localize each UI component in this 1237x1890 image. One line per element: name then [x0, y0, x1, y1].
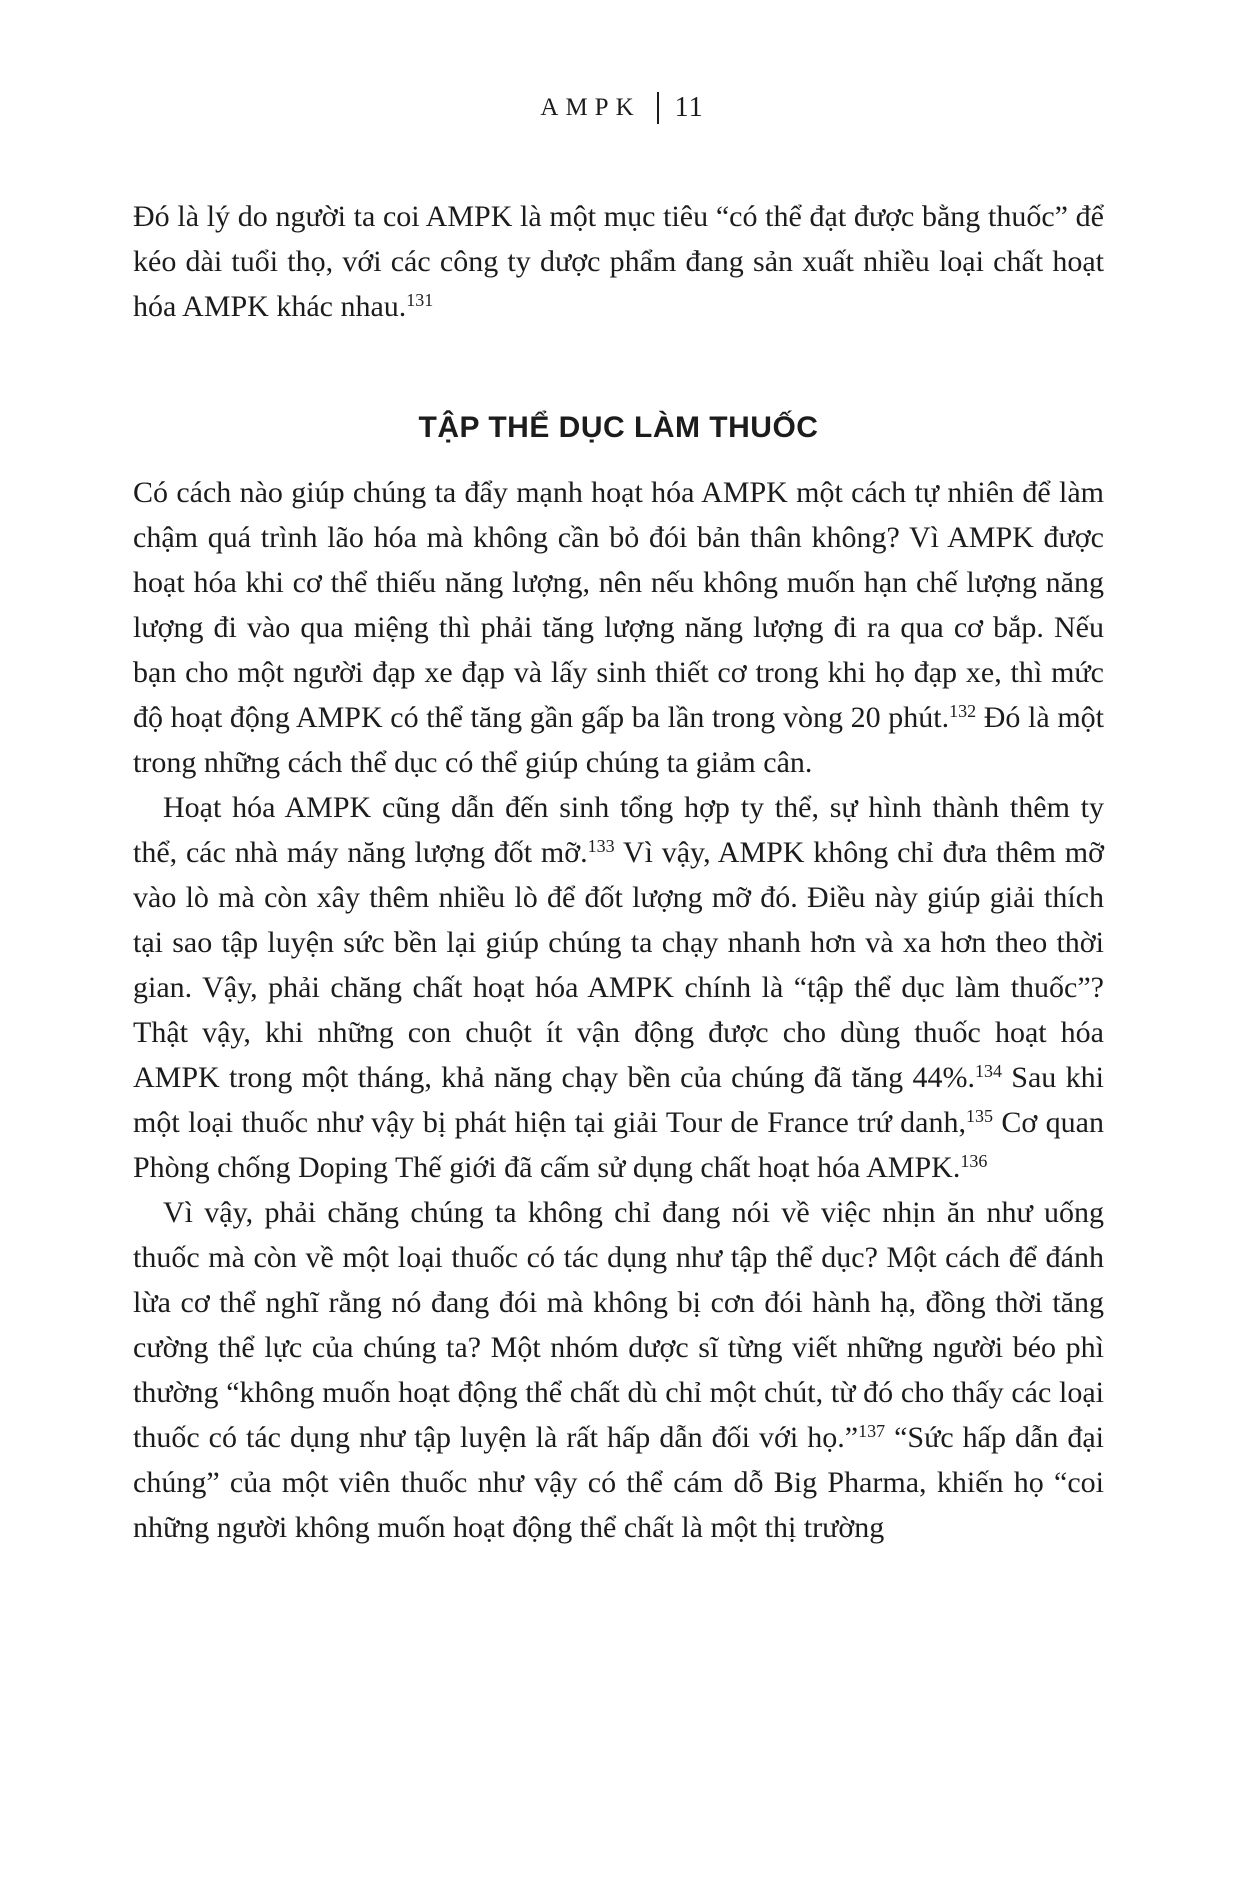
header-divider	[657, 92, 659, 124]
footnote-ref: 131	[406, 290, 434, 311]
page-header	[0, 92, 1237, 124]
footnote-ref: 133	[587, 836, 615, 857]
page-body	[133, 194, 1104, 1550]
paragraph: Có cách nào giúp chúng ta đẩy mạnh hoạt hóa AMPK một cách tự nhiên để làm chậm quá trình lão hóa mà không cần bỏ đói bản thân không? Vì AMPK được hoạt hóa khi cơ thể thiếu năng lượng, nên nếu không muốn hạn chế lượng năng lượng đi vào qua miệng thì phải tăng lượng năng lượng đi ra qua cơ bắp. Nếu bạn cho một người đạp xe đạp và lấy sinh thiết cơ trong khi họ đạp xe, thì mức độ hoạt động AMPK có thể tăng gần gấp ba lần trong vòng 20 phút.$^{132}$ Đó là một trong những cách thể dục có thể giúp chúng ta giảm cân.	[133, 476, 1104, 779]
footnote-ref: 137	[858, 1421, 886, 1442]
footnote-ref: 135	[966, 1106, 993, 1127]
footnote-ref: 136	[960, 1151, 988, 1172]
running-head-title: AMPK	[540, 94, 641, 121]
paragraph: Đó là lý do người ta coi AMPK là một mục tiêu “có thể đạt được bằng thuốc” để kéo dài tuổi thọ, với các công ty dược phẩm đang sản xuất nhiều loại chất hoạt hóa AMPK khác nhau.$^{131}$	[133, 200, 1104, 323]
footnote-ref: 134	[974, 1061, 1002, 1082]
paragraph: Hoạt hóa AMPK cũng dẫn đến sinh tổng hợp ty thể, sự hình thành thêm ty thể, các nhà máy năng lượng đốt mỡ.$^{133}$ Vì vậy, AMPK không chỉ đưa thêm mỡ vào lò mà còn xây thêm nhiều lò để đốt lượng mỡ đó. Điều này giúp giải thích tại sao tập luyện sức bền lại giúp chúng ta chạy nhanh hơn và xa hơn theo thời gian. Vậy, phải chăng chất hoạt hóa AMPK chính là “tập thể dục làm thuốc”? Thật vậy, khi những con chuột ít vận động được cho dùng thuốc hoạt hóa AMPK trong một tháng, khả năng chạy bền của chúng đã tăng 44%.$^{134}$ Sau khi một loại thuốc như vậy bị phát hiện tại giải Tour de France trứ danh,$^{135}$ Cơ quan Phòng chống Doping Thế giới đã cấm sử dụng chất hoạt hóa AMPK.$^{136}$	[133, 791, 1104, 1184]
page-number: 11	[674, 92, 704, 123]
section-heading: TẬP THỂ DỤC LÀM THUỐC	[418, 411, 819, 444]
footnote-ref: 132	[949, 701, 977, 722]
paragraph: Vì vậy, phải chăng chúng ta không chỉ đang nói về việc nhịn ăn như uống thuốc mà còn về một loại thuốc có tác dụng như tập thể dục? Một cách để đánh lừa cơ thể nghĩ rằng nó đang đói mà không bị cơn đói hành hạ, đồng thời tăng cường thể lực của chúng ta? Một nhóm dược sĩ từng viết những người béo phì thường “không muốn hoạt động thể chất dù chỉ một chút, từ đó cho thấy các loại thuốc có tác dụng như tập luyện là rất hấp dẫn đối với họ.”$^{137}$ “Sức hấp dẫn đại chúng” của một viên thuốc như vậy có thể cám dỗ Big Pharma, khiến họ “coi những người không muốn hoạt động thể chất là một thị trường	[133, 1196, 1105, 1544]
